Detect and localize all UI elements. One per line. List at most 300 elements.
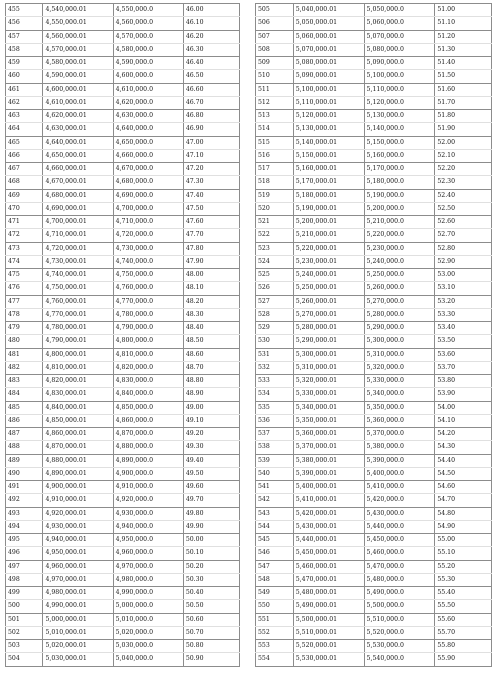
row-number-cell: 500 — [6, 600, 43, 613]
table-row — [6, 295, 240, 308]
table-row — [6, 401, 240, 414]
rate-cell: 50.40 — [183, 587, 239, 600]
table-row — [6, 507, 240, 520]
rate-cell: 51.00 — [435, 4, 492, 17]
rate-cell: 50.90 — [183, 653, 239, 666]
row-number-cell: 504 — [6, 653, 43, 666]
upper-bound-cell: 4,910,000.0 — [113, 481, 183, 494]
upper-bound-cell: 5,210,000.0 — [364, 216, 435, 229]
row-number-cell: 461 — [6, 83, 43, 96]
row-number-cell: 523 — [256, 242, 294, 255]
table-row — [256, 547, 492, 560]
upper-bound-cell: 4,730,000.0 — [113, 242, 183, 255]
rate-cell: 50.60 — [183, 613, 239, 626]
row-number-cell: 457 — [6, 30, 43, 43]
rate-cell: 54.90 — [435, 520, 492, 533]
upper-bound-cell: 5,260,000.0 — [364, 282, 435, 295]
rate-cell: 49.10 — [183, 414, 239, 427]
row-number-cell: 455 — [6, 4, 43, 17]
lower-bound-cell: 5,130,000.01 — [293, 123, 364, 136]
row-number-cell: 530 — [256, 335, 294, 348]
rate-cell: 46.20 — [183, 30, 239, 43]
upper-bound-cell: 4,570,000.0 — [113, 30, 183, 43]
rate-cell: 53.00 — [435, 269, 492, 282]
rate-cell: 46.30 — [183, 43, 239, 56]
rate-cell: 51.10 — [435, 17, 492, 30]
rate-cell: 47.90 — [183, 255, 239, 268]
upper-bound-cell: 4,830,000.0 — [113, 375, 183, 388]
table-row — [6, 4, 240, 17]
lower-bound-cell: 4,600,000.01 — [43, 83, 113, 96]
rate-cell: 46.60 — [183, 83, 239, 96]
table-row — [6, 43, 240, 56]
upper-bound-cell: 5,250,000.0 — [364, 269, 435, 282]
lower-bound-cell: 5,420,000.01 — [293, 507, 364, 520]
row-number-cell: 511 — [256, 83, 294, 96]
upper-bound-cell: 4,680,000.0 — [113, 176, 183, 189]
rate-cell: 51.40 — [435, 57, 492, 70]
table-row — [6, 375, 240, 388]
lower-bound-cell: 5,100,000.01 — [293, 83, 364, 96]
rate-cell: 46.50 — [183, 70, 239, 83]
upper-bound-cell: 4,740,000.0 — [113, 255, 183, 268]
lower-bound-cell: 5,380,000.01 — [293, 454, 364, 467]
rate-cell: 51.50 — [435, 70, 492, 83]
lower-bound-cell: 5,220,000.01 — [293, 242, 364, 255]
table-row — [6, 57, 240, 70]
row-number-cell: 519 — [256, 189, 294, 202]
table-row — [6, 83, 240, 96]
table-row — [256, 361, 492, 374]
upper-bound-cell: 5,170,000.0 — [364, 163, 435, 176]
upper-bound-cell: 5,080,000.0 — [364, 43, 435, 56]
row-number-cell: 470 — [6, 202, 43, 215]
row-number-cell: 487 — [6, 428, 43, 441]
row-number-cell: 496 — [6, 547, 43, 560]
upper-bound-cell: 5,540,000.0 — [364, 653, 435, 666]
table-row — [6, 30, 240, 43]
row-number-cell: 464 — [6, 123, 43, 136]
upper-bound-cell: 4,620,000.0 — [113, 96, 183, 109]
lower-bound-cell: 5,090,000.01 — [293, 70, 364, 83]
upper-bound-cell: 5,360,000.0 — [364, 414, 435, 427]
upper-bound-cell: 5,130,000.0 — [364, 110, 435, 123]
row-number-cell: 503 — [6, 640, 43, 653]
lower-bound-cell: 4,630,000.01 — [43, 123, 113, 136]
row-number-cell: 549 — [256, 587, 294, 600]
lower-bound-cell: 5,250,000.01 — [293, 282, 364, 295]
row-number-cell: 541 — [256, 481, 294, 494]
lower-bound-cell: 5,400,000.01 — [293, 481, 364, 494]
rate-cell: 48.20 — [183, 295, 239, 308]
row-number-cell: 508 — [256, 43, 294, 56]
lower-bound-cell: 5,070,000.01 — [293, 43, 364, 56]
rate-cell: 55.40 — [435, 587, 492, 600]
table-row — [256, 30, 492, 43]
table-row — [6, 308, 240, 321]
lower-bound-cell: 4,570,000.01 — [43, 43, 113, 56]
table-row — [6, 269, 240, 282]
row-number-cell: 512 — [256, 96, 294, 109]
row-number-cell: 531 — [256, 348, 294, 361]
row-number-cell: 478 — [6, 308, 43, 321]
upper-bound-cell: 5,290,000.0 — [364, 322, 435, 335]
table-row — [256, 163, 492, 176]
row-number-cell: 509 — [256, 57, 294, 70]
table-row — [6, 414, 240, 427]
upper-bound-cell: 5,220,000.0 — [364, 229, 435, 242]
row-number-cell: 539 — [256, 454, 294, 467]
rate-cell: 49.90 — [183, 520, 239, 533]
rate-cell: 52.40 — [435, 189, 492, 202]
table-row — [6, 322, 240, 335]
rate-cell: 55.70 — [435, 626, 492, 639]
upper-bound-cell: 5,420,000.0 — [364, 494, 435, 507]
rate-cell: 51.90 — [435, 123, 492, 136]
upper-bound-cell: 5,510,000.0 — [364, 613, 435, 626]
row-number-cell: 544 — [256, 520, 294, 533]
rate-cell: 46.10 — [183, 17, 239, 30]
upper-bound-cell: 5,300,000.0 — [364, 335, 435, 348]
rate-cell: 49.50 — [183, 467, 239, 480]
rate-cell: 52.20 — [435, 163, 492, 176]
rate-cell: 52.60 — [435, 216, 492, 229]
row-number-cell: 548 — [256, 573, 294, 586]
rate-cell: 55.30 — [435, 573, 492, 586]
upper-bound-cell: 5,390,000.0 — [364, 454, 435, 467]
table-row — [6, 573, 240, 586]
lower-bound-cell: 4,890,000.01 — [43, 467, 113, 480]
lower-bound-cell: 4,950,000.01 — [43, 547, 113, 560]
upper-bound-cell: 4,840,000.0 — [113, 388, 183, 401]
rate-cell: 55.10 — [435, 547, 492, 560]
rate-cell: 49.40 — [183, 454, 239, 467]
row-number-cell: 459 — [6, 57, 43, 70]
lower-bound-cell: 4,940,000.01 — [43, 534, 113, 547]
lower-bound-cell: 4,860,000.01 — [43, 428, 113, 441]
rate-cell: 46.90 — [183, 123, 239, 136]
rate-cell: 51.60 — [435, 83, 492, 96]
lower-bound-cell: 4,580,000.01 — [43, 57, 113, 70]
upper-bound-cell: 4,970,000.0 — [113, 560, 183, 573]
rate-cell: 48.30 — [183, 308, 239, 321]
row-number-cell: 481 — [6, 348, 43, 361]
upper-bound-cell: 4,710,000.0 — [113, 216, 183, 229]
rate-cell: 49.30 — [183, 441, 239, 454]
table-row — [256, 308, 492, 321]
lower-bound-cell: 5,350,000.01 — [293, 414, 364, 427]
lower-bound-cell: 4,770,000.01 — [43, 308, 113, 321]
row-number-cell: 514 — [256, 123, 294, 136]
rate-cell: 52.00 — [435, 136, 492, 149]
lower-bound-cell: 4,720,000.01 — [43, 242, 113, 255]
row-number-cell: 513 — [256, 110, 294, 123]
table-row — [6, 441, 240, 454]
rate-cell: 52.80 — [435, 242, 492, 255]
upper-bound-cell: 5,030,000.0 — [113, 640, 183, 653]
upper-bound-cell: 4,590,000.0 — [113, 57, 183, 70]
upper-bound-cell: 5,350,000.0 — [364, 401, 435, 414]
row-number-cell: 546 — [256, 547, 294, 560]
lower-bound-cell: 5,460,000.01 — [293, 560, 364, 573]
upper-bound-cell: 4,760,000.0 — [113, 282, 183, 295]
table-row — [256, 375, 492, 388]
lower-bound-cell: 5,520,000.01 — [293, 640, 364, 653]
table-row — [6, 123, 240, 136]
lower-bound-cell: 4,620,000.01 — [43, 110, 113, 123]
rate-cell: 50.00 — [183, 534, 239, 547]
upper-bound-cell: 4,870,000.0 — [113, 428, 183, 441]
rate-cell: 53.90 — [435, 388, 492, 401]
row-number-cell: 537 — [256, 428, 294, 441]
rate-cell: 53.20 — [435, 295, 492, 308]
row-number-cell: 462 — [6, 96, 43, 109]
rate-cell: 54.70 — [435, 494, 492, 507]
row-number-cell: 488 — [6, 441, 43, 454]
rate-cell: 49.80 — [183, 507, 239, 520]
upper-bound-cell: 4,900,000.0 — [113, 467, 183, 480]
upper-bound-cell: 4,650,000.0 — [113, 136, 183, 149]
row-number-cell: 524 — [256, 255, 294, 268]
rate-cell: 51.30 — [435, 43, 492, 56]
table-row — [6, 560, 240, 573]
upper-bound-cell: 4,790,000.0 — [113, 322, 183, 335]
rate-cell: 47.30 — [183, 176, 239, 189]
lower-bound-cell: 4,820,000.01 — [43, 375, 113, 388]
row-number-cell: 468 — [6, 176, 43, 189]
upper-bound-cell: 5,180,000.0 — [364, 176, 435, 189]
upper-bound-cell: 4,880,000.0 — [113, 441, 183, 454]
table-row — [256, 560, 492, 573]
upper-bound-cell: 5,490,000.0 — [364, 587, 435, 600]
upper-bound-cell: 5,340,000.0 — [364, 388, 435, 401]
upper-bound-cell: 5,520,000.0 — [364, 626, 435, 639]
rate-cell: 46.80 — [183, 110, 239, 123]
row-number-cell: 494 — [6, 520, 43, 533]
row-number-cell: 538 — [256, 441, 294, 454]
lower-bound-cell: 5,340,000.01 — [293, 401, 364, 414]
lower-bound-cell: 4,830,000.01 — [43, 388, 113, 401]
lower-bound-cell: 5,200,000.01 — [293, 216, 364, 229]
lower-bound-cell: 5,490,000.01 — [293, 600, 364, 613]
lower-bound-cell: 5,190,000.01 — [293, 202, 364, 215]
lower-bound-cell: 4,960,000.01 — [43, 560, 113, 573]
rate-cell: 47.70 — [183, 229, 239, 242]
row-number-cell: 498 — [6, 573, 43, 586]
row-number-cell: 499 — [6, 587, 43, 600]
table-row — [256, 640, 492, 653]
table-row — [256, 481, 492, 494]
lower-bound-cell: 4,540,000.01 — [43, 4, 113, 17]
lower-bound-cell: 4,690,000.01 — [43, 202, 113, 215]
row-number-cell: 552 — [256, 626, 294, 639]
rate-cell: 47.10 — [183, 149, 239, 162]
upper-bound-cell: 5,230,000.0 — [364, 242, 435, 255]
rate-cell: 55.60 — [435, 613, 492, 626]
row-number-cell: 526 — [256, 282, 294, 295]
row-number-cell: 510 — [256, 70, 294, 83]
row-number-cell: 518 — [256, 176, 294, 189]
row-number-cell: 475 — [6, 269, 43, 282]
upper-bound-cell: 4,850,000.0 — [113, 401, 183, 414]
lower-bound-cell: 4,840,000.01 — [43, 401, 113, 414]
row-number-cell: 491 — [6, 481, 43, 494]
row-number-cell: 543 — [256, 507, 294, 520]
row-number-cell: 507 — [256, 30, 294, 43]
table-row — [256, 70, 492, 83]
lower-bound-cell: 5,530,000.01 — [293, 653, 364, 666]
lower-bound-cell: 5,150,000.01 — [293, 149, 364, 162]
upper-bound-cell: 5,150,000.0 — [364, 136, 435, 149]
table-row — [256, 626, 492, 639]
rate-cell: 55.50 — [435, 600, 492, 613]
rate-cell: 52.50 — [435, 202, 492, 215]
rate-cell: 55.20 — [435, 560, 492, 573]
lower-bound-cell: 5,440,000.01 — [293, 534, 364, 547]
lower-bound-cell: 5,330,000.01 — [293, 388, 364, 401]
lower-bound-cell: 4,550,000.01 — [43, 17, 113, 30]
lower-bound-cell: 5,470,000.01 — [293, 573, 364, 586]
table-row — [6, 229, 240, 242]
table-row — [256, 587, 492, 600]
lower-bound-cell: 4,640,000.01 — [43, 136, 113, 149]
table-row — [256, 242, 492, 255]
table-row — [256, 322, 492, 335]
lower-bound-cell: 5,110,000.01 — [293, 96, 364, 109]
row-number-cell: 515 — [256, 136, 294, 149]
rate-cell: 54.50 — [435, 467, 492, 480]
table-row — [6, 494, 240, 507]
upper-bound-cell: 5,370,000.0 — [364, 428, 435, 441]
upper-bound-cell: 5,160,000.0 — [364, 149, 435, 162]
lower-bound-cell: 4,740,000.01 — [43, 269, 113, 282]
table-row — [256, 534, 492, 547]
table-row — [256, 454, 492, 467]
rate-cell: 48.80 — [183, 375, 239, 388]
lower-bound-cell: 4,560,000.01 — [43, 30, 113, 43]
rate-cell: 47.20 — [183, 163, 239, 176]
upper-bound-cell: 4,780,000.0 — [113, 308, 183, 321]
table-row — [6, 242, 240, 255]
row-number-cell: 525 — [256, 269, 294, 282]
upper-bound-cell: 4,860,000.0 — [113, 414, 183, 427]
table-row — [6, 428, 240, 441]
lower-bound-cell: 5,080,000.01 — [293, 57, 364, 70]
row-number-cell: 489 — [6, 454, 43, 467]
table-row — [256, 388, 492, 401]
table-row — [6, 547, 240, 560]
upper-bound-cell: 5,040,000.0 — [113, 653, 183, 666]
rate-cell: 51.80 — [435, 110, 492, 123]
lower-bound-cell: 5,410,000.01 — [293, 494, 364, 507]
table-row — [256, 653, 492, 666]
lower-bound-cell: 4,990,000.01 — [43, 600, 113, 613]
table-row — [6, 216, 240, 229]
upper-bound-cell: 5,480,000.0 — [364, 573, 435, 586]
rate-cell: 49.70 — [183, 494, 239, 507]
rate-cell: 55.00 — [435, 534, 492, 547]
rate-cell: 48.90 — [183, 388, 239, 401]
row-number-cell: 542 — [256, 494, 294, 507]
rate-cell: 47.00 — [183, 136, 239, 149]
rate-cell: 49.00 — [183, 401, 239, 414]
lower-bound-cell: 5,260,000.01 — [293, 295, 364, 308]
rate-cell: 51.20 — [435, 30, 492, 43]
row-number-cell: 492 — [6, 494, 43, 507]
rate-cell: 54.00 — [435, 401, 492, 414]
lower-bound-cell: 5,310,000.01 — [293, 361, 364, 374]
upper-bound-cell: 5,320,000.0 — [364, 361, 435, 374]
table-row — [6, 481, 240, 494]
row-number-cell: 472 — [6, 229, 43, 242]
rate-cell: 54.30 — [435, 441, 492, 454]
table-row — [256, 202, 492, 215]
lower-bound-cell: 5,120,000.01 — [293, 110, 364, 123]
upper-bound-cell: 5,280,000.0 — [364, 308, 435, 321]
table-row — [256, 216, 492, 229]
upper-bound-cell: 5,060,000.0 — [364, 17, 435, 30]
table-row — [256, 96, 492, 109]
lower-bound-cell: 5,020,000.01 — [43, 640, 113, 653]
upper-bound-cell: 5,470,000.0 — [364, 560, 435, 573]
upper-bound-cell: 5,070,000.0 — [364, 30, 435, 43]
upper-bound-cell: 4,990,000.0 — [113, 587, 183, 600]
row-number-cell: 545 — [256, 534, 294, 547]
lower-bound-cell: 4,850,000.01 — [43, 414, 113, 427]
upper-bound-cell: 4,890,000.0 — [113, 454, 183, 467]
row-number-cell: 471 — [6, 216, 43, 229]
upper-bound-cell: 5,100,000.0 — [364, 70, 435, 83]
row-number-cell: 528 — [256, 308, 294, 321]
table-row — [256, 335, 492, 348]
row-number-cell: 483 — [6, 375, 43, 388]
upper-bound-cell: 5,140,000.0 — [364, 123, 435, 136]
rate-cell: 48.70 — [183, 361, 239, 374]
row-number-cell: 456 — [6, 17, 43, 30]
left-rate-table — [5, 3, 240, 667]
row-number-cell: 485 — [6, 401, 43, 414]
lower-bound-cell: 4,700,000.01 — [43, 216, 113, 229]
lower-bound-cell: 4,730,000.01 — [43, 255, 113, 268]
table-row — [6, 149, 240, 162]
lower-bound-cell: 5,370,000.01 — [293, 441, 364, 454]
row-number-cell: 540 — [256, 467, 294, 480]
rate-cell: 53.60 — [435, 348, 492, 361]
lower-bound-cell: 5,280,000.01 — [293, 322, 364, 335]
upper-bound-cell: 4,700,000.0 — [113, 202, 183, 215]
lower-bound-cell: 5,000,000.01 — [43, 613, 113, 626]
table-row — [256, 136, 492, 149]
table-row — [6, 202, 240, 215]
lower-bound-cell: 4,800,000.01 — [43, 348, 113, 361]
upper-bound-cell: 4,930,000.0 — [113, 507, 183, 520]
table-row — [6, 467, 240, 480]
lower-bound-cell: 4,970,000.01 — [43, 573, 113, 586]
row-number-cell: 547 — [256, 560, 294, 573]
upper-bound-cell: 5,010,000.0 — [113, 613, 183, 626]
rate-cell: 50.20 — [183, 560, 239, 573]
table-row — [256, 494, 492, 507]
rate-cell: 48.40 — [183, 322, 239, 335]
row-number-cell: 505 — [256, 4, 294, 17]
table-row — [256, 414, 492, 427]
upper-bound-cell: 5,120,000.0 — [364, 96, 435, 109]
row-number-cell: 490 — [6, 467, 43, 480]
upper-bound-cell: 4,630,000.0 — [113, 110, 183, 123]
lower-bound-cell: 5,060,000.01 — [293, 30, 364, 43]
rate-cell: 46.70 — [183, 96, 239, 109]
table-row — [256, 520, 492, 533]
